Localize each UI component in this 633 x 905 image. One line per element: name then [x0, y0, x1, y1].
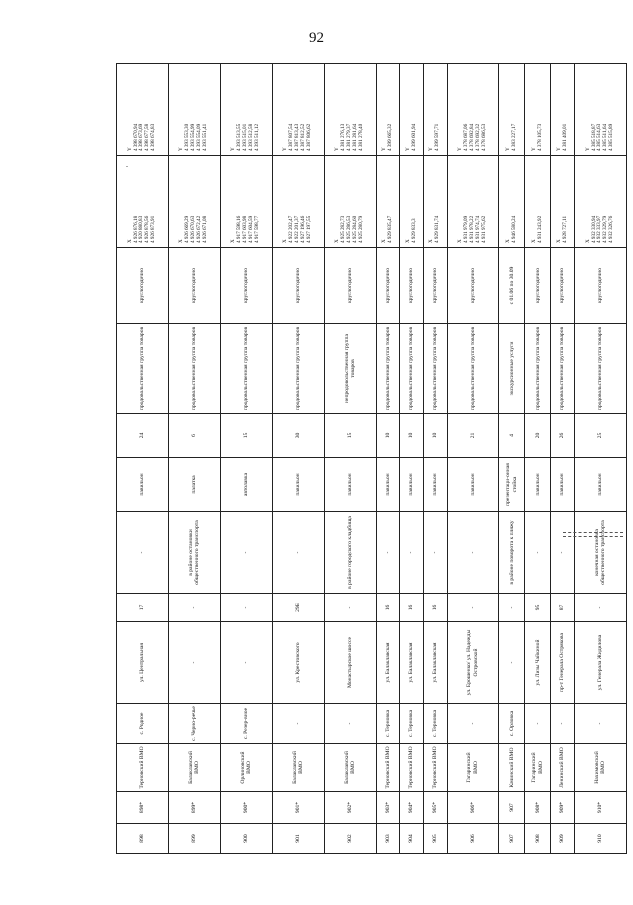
cell-district: Гагаринский ВМО: [525, 744, 551, 792]
cell-landmark: в районе остановки общественного транспорта: [168, 512, 220, 594]
cell-period: круглогодично: [400, 248, 424, 324]
cell-num: 902: [324, 824, 376, 854]
cell-num: 906: [447, 824, 499, 854]
coordinate-value: 4 381 279,37: [346, 123, 353, 151]
cell-coords-x: [551, 156, 575, 248]
cell-coords-y: [117, 64, 169, 156]
cell-landmark: -: [525, 512, 551, 594]
coordinate-value: Y: [428, 147, 435, 151]
cell-coords-y: [525, 64, 551, 156]
coordinate-value: 4 393 554,09: [196, 123, 203, 151]
coordinate-value: 4 946 580,24: [510, 215, 517, 243]
coordinate-value: 4 383 227,17: [510, 123, 517, 151]
cell-object-type: презентаци-онная стойка: [499, 458, 525, 512]
cell-period: круглогодично: [447, 248, 499, 324]
cell-street: -: [220, 622, 272, 704]
cell-coords-y: [447, 64, 499, 156]
coordinate-value: 4 931 978,22: [469, 215, 475, 243]
coordinate-value: 4 931 243,92: [536, 215, 543, 243]
cell-coords-x: [168, 156, 220, 248]
coordinate-value: 4 929 831,74: [434, 215, 441, 243]
coordinate-value: X: [230, 239, 237, 243]
cell-id: 900*: [220, 792, 272, 824]
cell-coords-y: [551, 64, 575, 156]
cell-street: -: [499, 622, 525, 704]
coordinate-value: 4 398 670,94: [132, 123, 139, 151]
table-body: [117, 64, 627, 854]
coordinate-value: 4 387 812,52: [300, 123, 307, 151]
coordinate-value: 4 926 670,63: [190, 215, 197, 243]
coordinate-value: 4 928 727,11: [561, 215, 568, 243]
rotated-table-container: [116, 64, 627, 854]
cell-period: круглогодично: [168, 248, 220, 324]
cell-locality: -: [272, 704, 324, 744]
coordinate-value: X: [404, 239, 411, 243]
table-row: [525, 64, 551, 854]
cell-locality: с. Родное: [117, 704, 169, 744]
coordinate-value: 4 399 597,71: [434, 123, 441, 151]
cell-object-type: павильон: [551, 458, 575, 512]
coordinate-value: X: [178, 239, 185, 243]
coordinate-value: 4 917 603,98: [242, 215, 249, 243]
cell-landmark: -: [423, 512, 447, 594]
cell-street: -: [168, 622, 220, 704]
cell-num: 908: [525, 824, 551, 854]
coordinate-value: 4 393 553,30: [184, 123, 191, 151]
coordinate-value: 4 399 601,94: [410, 123, 417, 151]
cell-num: 899: [168, 824, 220, 854]
coordinate-value: Y: [282, 147, 289, 151]
cell-locality: с. Орловка: [499, 704, 525, 744]
cell-landmark: -: [117, 512, 169, 594]
coordinate-value: X: [282, 239, 289, 243]
table-row: [499, 64, 525, 854]
cell-specialization: продовольственная группа товаров: [376, 324, 400, 414]
coordinate-value: Y: [530, 147, 537, 151]
coordinate-value: 4 932 326,76: [608, 215, 615, 243]
coordinate-value: 4 385 511,64: [602, 123, 609, 151]
cell-house: -: [324, 594, 376, 622]
coordinate-value: X: [428, 239, 435, 243]
coordinate-value: Y: [555, 147, 562, 151]
coordinate-value: 4 398 674,83: [150, 123, 157, 151]
cell-district: Нахимовский ВМО: [574, 744, 626, 792]
cell-num: 900: [220, 824, 272, 854]
coordinate-value: 4 378 687,06: [463, 123, 470, 151]
cell-street: ул. Лизы Чайкиной: [525, 622, 551, 704]
cell-locality: с. Терновка: [400, 704, 424, 744]
cell-coords-x: [400, 156, 424, 248]
coordinate-value: 4 927 197,55: [306, 215, 313, 243]
coordinate-value: 4 926 876,18: [132, 215, 139, 243]
table-row: [117, 64, 169, 854]
coordinate-value: 4 932 330,94: [590, 215, 597, 243]
cell-period: круглогодично: [272, 248, 324, 324]
coordinate-value: 4 926 878,56: [144, 215, 151, 243]
cell-id: 899*: [168, 792, 220, 824]
coordinate-value: 4 387 813,43: [294, 123, 301, 151]
cell-landmark: в районе городского кладбища: [324, 512, 376, 594]
cell-district: Терновский ВМО: [117, 744, 169, 792]
coordinate-value: 4 926 671,08: [202, 215, 209, 243]
cell-landmark: конечная остановка общественного транспорта: [574, 512, 626, 594]
cell-area: 10: [376, 414, 400, 458]
cell-street: Монастырское шоссе: [324, 622, 376, 704]
coordinate-value: X: [334, 239, 341, 243]
coordinate-value: 4 398 673,69: [138, 123, 145, 151]
table-row: [272, 64, 324, 854]
cell-id: 908*: [525, 792, 551, 824]
cell-house: -: [220, 594, 272, 622]
cell-num: 903: [376, 824, 400, 854]
cell-landmark: в районе поворота к пляжу: [499, 512, 525, 594]
cell-locality: -: [447, 704, 499, 744]
cell-specialization: продовольственная группа товаров: [423, 324, 447, 414]
coordinate-value: X: [381, 239, 388, 243]
coordinate-value: 4 929 835,47: [386, 215, 393, 243]
cell-area: 15: [220, 414, 272, 458]
cell-coords-y: [168, 64, 220, 156]
cell-landmark: -: [376, 512, 400, 594]
cell-object-type: павильон: [525, 458, 551, 512]
cell-locality: с. Черно-речье: [168, 704, 220, 744]
cell-area: 10: [423, 414, 447, 458]
coordinate-value: 4 398 677,58: [144, 123, 151, 151]
coordinate-value: X: [504, 239, 511, 243]
coordinate-value: 4 385 515,89: [608, 123, 615, 151]
cell-object-type: павильон: [447, 458, 499, 512]
cell-specialization: продовольственная группа товаров: [447, 324, 499, 414]
cell-specialization: продовольственная группа товаров: [168, 324, 220, 414]
cell-specialization: продовольственная группа товаров: [272, 324, 324, 414]
cell-district: Орлиновский ВМО: [220, 744, 272, 792]
cell-area: 4: [499, 414, 525, 458]
cell-period: круглогодично: [117, 248, 169, 324]
cell-object-type: павильон: [400, 458, 424, 512]
cell-area: 26: [551, 414, 575, 458]
coordinate-value: 4 925 284,60: [352, 215, 359, 243]
cell-house: 16: [376, 594, 400, 622]
cell-coords-x: [525, 156, 551, 248]
coordinate-value: 4 381 281,64: [352, 123, 359, 151]
coordinate-value: 4 393 513,55: [236, 123, 243, 151]
cell-coords-y: [574, 64, 626, 156]
cell-area: 15: [324, 414, 376, 458]
cell-period: круглогодично: [551, 248, 575, 324]
cell-street: ул. Балаклавская: [423, 622, 447, 704]
coordinate-value: 4 931 975,62: [480, 215, 487, 243]
cell-object-type: павильон: [423, 458, 447, 512]
cell-period: круглогодично: [220, 248, 272, 324]
cell-specialization: продовольственная группа товаров: [220, 324, 272, 414]
coordinate-value: 4 393 512,58: [248, 123, 255, 151]
table-row: [400, 64, 424, 854]
coordinate-value: 4 385 518,87: [590, 123, 597, 151]
coordinate-value: X: [126, 239, 133, 243]
cell-area: 25: [574, 414, 626, 458]
cell-street: ул. Генерала Жидилова: [574, 622, 626, 704]
cell-coords-y: [272, 64, 324, 156]
cell-district: Терновский ВМО: [400, 744, 424, 792]
cell-coords-x: [423, 156, 447, 248]
cell-house: 95: [525, 594, 551, 622]
cell-house: -: [447, 594, 499, 622]
cell-coords-x: [499, 156, 525, 248]
table-row: [220, 64, 272, 854]
coordinate-value: 4 920 880,83: [138, 215, 145, 243]
cell-num: 907: [499, 824, 525, 854]
coordinate-value: Y: [230, 147, 237, 151]
cell-num: 904: [400, 824, 424, 854]
cell-district: Балаклавский ВМО: [324, 744, 376, 792]
cell-period: круглогодично: [525, 248, 551, 324]
coordinate-value: 4 926 669,29: [184, 215, 191, 243]
cell-street: ул. Крестовского: [272, 622, 324, 704]
coordinate-value: 4 927 196,46: [300, 215, 307, 243]
cell-object-type: павильон: [272, 458, 324, 512]
cell-id: 909*: [551, 792, 575, 824]
cell-object-type: павильон: [117, 458, 169, 512]
coordinate-value: 4 393 511,12: [254, 123, 261, 151]
coordinate-value: 4 378 692,84: [469, 123, 475, 151]
coordinate-value: 4 917 598,77: [254, 215, 261, 243]
coordinate-value: 4 381 276,13: [340, 123, 347, 151]
coordinate-value: 4 925 280,79: [358, 215, 365, 243]
cell-object-type: палатка: [168, 458, 220, 512]
table-row: [168, 64, 220, 854]
cell-street: ул. Балаклавская: [376, 622, 400, 704]
cell-coords-x: [117, 156, 169, 248]
cell-id: 906*: [447, 792, 499, 824]
table-row: [423, 64, 447, 854]
trailing-dash: -: [126, 164, 128, 170]
cell-num: 910: [574, 824, 626, 854]
cell-coords-y: [400, 64, 424, 156]
cell-house: 16: [423, 594, 447, 622]
cell-street: ул. Ерошенко/ ул. Надежды Островской: [447, 622, 499, 704]
cell-locality: с. Терновка: [376, 704, 400, 744]
cell-area: 30: [272, 414, 324, 458]
cell-coords-y: [499, 64, 525, 156]
placement-table: [116, 63, 627, 854]
cell-area: 21: [447, 414, 499, 458]
cell-coords-x: [272, 156, 324, 248]
coordinate-value: 4 925 282,73: [340, 215, 347, 243]
cell-period: круглогодично: [324, 248, 376, 324]
cell-house: -: [168, 594, 220, 622]
coordinate-value: X: [457, 239, 464, 243]
cell-district: Терновский ВМО: [376, 744, 400, 792]
cell-coords-x: [376, 156, 400, 248]
coordinate-value: Y: [584, 147, 591, 151]
cell-coords-y: [324, 64, 376, 156]
coordinate-value: Y: [178, 147, 185, 151]
cell-coords-y: [376, 64, 400, 156]
cell-id: 905*: [423, 792, 447, 824]
cell-specialization: продовольственная группа товаров: [400, 324, 424, 414]
coordinate-value: 4 378 692,32: [474, 123, 481, 151]
table-row: [447, 64, 499, 854]
cell-house: 16: [400, 594, 424, 622]
cell-id: 907: [499, 792, 525, 824]
cell-period: круглогодично: [376, 248, 400, 324]
cell-id: 904*: [400, 792, 424, 824]
cell-specialization: непродовольственная группа товаров: [324, 324, 376, 414]
cell-id: 903*: [376, 792, 400, 824]
cell-house: 87: [551, 594, 575, 622]
coordinate-value: 4 378 686,53: [480, 123, 487, 151]
stray-dash-marks: [563, 529, 623, 537]
coordinate-value: 4 931 974,74: [474, 215, 481, 243]
coordinate-value: 4 917 604,59: [248, 215, 255, 243]
cell-coords-x: [447, 156, 499, 248]
cell-area: 10: [400, 414, 424, 458]
cell-area: 6: [168, 414, 220, 458]
cell-coords-y: [423, 64, 447, 156]
cell-id: 898*: [117, 792, 169, 824]
cell-district: Балаклавский ВМО: [168, 744, 220, 792]
cell-specialization: продовольственная группа товаров: [551, 324, 575, 414]
cell-district: Терновский ВМО: [423, 744, 447, 792]
cell-num: 909: [551, 824, 575, 854]
cell-district: Качинский ВМО: [499, 744, 525, 792]
cell-id: 901*: [272, 792, 324, 824]
coordinate-value: 4 378 105,73: [536, 123, 543, 151]
cell-coords-y: [220, 64, 272, 156]
page-number: 92: [309, 30, 324, 46]
coordinate-value: 4 925 286,53: [346, 215, 353, 243]
cell-district: Ленинский ВМО: [551, 744, 575, 792]
coordinate-value: 4 932 333,97: [596, 215, 603, 243]
cell-house: -: [574, 594, 626, 622]
cell-area: 20: [525, 414, 551, 458]
coordinate-value: Y: [404, 147, 411, 151]
coordinate-value: Y: [457, 147, 464, 151]
cell-street: ул. Центральная: [117, 622, 169, 704]
coordinate-value: 4 393 551,41: [202, 123, 209, 151]
cell-num: 898: [117, 824, 169, 854]
coordinate-value: 4 393 554,99: [190, 123, 197, 151]
coordinate-value: 4 917 598,16: [236, 215, 243, 243]
cell-house: -: [499, 594, 525, 622]
cell-house: 29Б: [272, 594, 324, 622]
cell-coords-x: [574, 156, 626, 248]
coordinate-value: 4 393 515,01: [242, 123, 249, 151]
table-row: [324, 64, 376, 854]
coordinate-value: X: [584, 239, 591, 243]
cell-street: пр-т Генерала Острякова: [551, 622, 575, 704]
cell-landmark: -: [447, 512, 499, 594]
coordinate-value: 4 385 514,63: [596, 123, 603, 151]
cell-specialization: экскурсионные услуги: [499, 324, 525, 414]
cell-coords-x: [220, 156, 272, 248]
coordinate-value: X: [530, 239, 537, 243]
cell-locality: с. Терновка: [423, 704, 447, 744]
cell-street: ул. Балаклавская: [400, 622, 424, 704]
cell-locality: -: [324, 704, 376, 744]
cell-id: 910*: [574, 792, 626, 824]
coordinate-value: 4 387 807,54: [288, 123, 295, 151]
cell-period: с 01.06 по 30.09: [499, 248, 525, 324]
coordinate-value: Y: [504, 147, 511, 151]
coordinate-value: 4 932 329,79: [602, 215, 609, 243]
cell-specialization: продовольственная группа товаров: [574, 324, 626, 414]
cell-period: круглогодично: [574, 248, 626, 324]
cell-object-type: павильон: [574, 458, 626, 512]
coordinate-value: Y: [334, 147, 341, 151]
cell-locality: -: [574, 704, 626, 744]
coordinate-value: 4 381 278,40: [358, 123, 365, 151]
coordinate-value: X: [555, 239, 562, 243]
cell-locality: -: [551, 704, 575, 744]
table-row: [376, 64, 400, 854]
cell-landmark: -: [220, 512, 272, 594]
cell-object-type: павильон: [376, 458, 400, 512]
cell-num: 905: [423, 824, 447, 854]
coordinate-value: 4 922 202,47: [288, 215, 295, 243]
coordinate-value: 4 926 672,42: [196, 215, 203, 243]
cell-district: Балаклавский ВМО: [272, 744, 324, 792]
cell-landmark: -: [272, 512, 324, 594]
coordinate-value: 4 381 409,01: [561, 123, 568, 151]
cell-specialization: продовольственная группа товаров: [525, 324, 551, 414]
cell-locality: -: [525, 704, 551, 744]
placement-table-frame: [116, 64, 627, 854]
cell-specialization: продовольственная группа товаров: [117, 324, 169, 414]
coordinate-value: 4 922 201,37: [294, 215, 301, 243]
coordinate-value: Y: [126, 147, 133, 151]
cell-area: 24: [117, 414, 169, 458]
cell-object-type: автолавка: [220, 458, 272, 512]
cell-district: Гагаринский ВМО: [447, 744, 499, 792]
cell-id: 902*: [324, 792, 376, 824]
coordinate-value: 4 387 806,62: [306, 123, 313, 151]
cell-house: 17: [117, 594, 169, 622]
cell-num: 901: [272, 824, 324, 854]
coordinate-value: 4 399 665,32: [386, 123, 393, 151]
table-row: [574, 64, 626, 854]
coordinate-value: Y: [381, 147, 388, 151]
cell-object-type: павильон: [324, 458, 376, 512]
cell-coords-x: [324, 156, 376, 248]
coordinate-value: 4 931 979,09: [463, 215, 470, 243]
table-row: [551, 64, 575, 854]
cell-period: круглогодично: [423, 248, 447, 324]
cell-landmark: -: [400, 512, 424, 594]
coordinate-value: 4 929 833,3: [410, 218, 417, 243]
coordinate-value: 4 926 873,91: [150, 215, 157, 243]
cell-landmark: -: [551, 512, 575, 594]
cell-locality: с. Резер-вное: [220, 704, 272, 744]
